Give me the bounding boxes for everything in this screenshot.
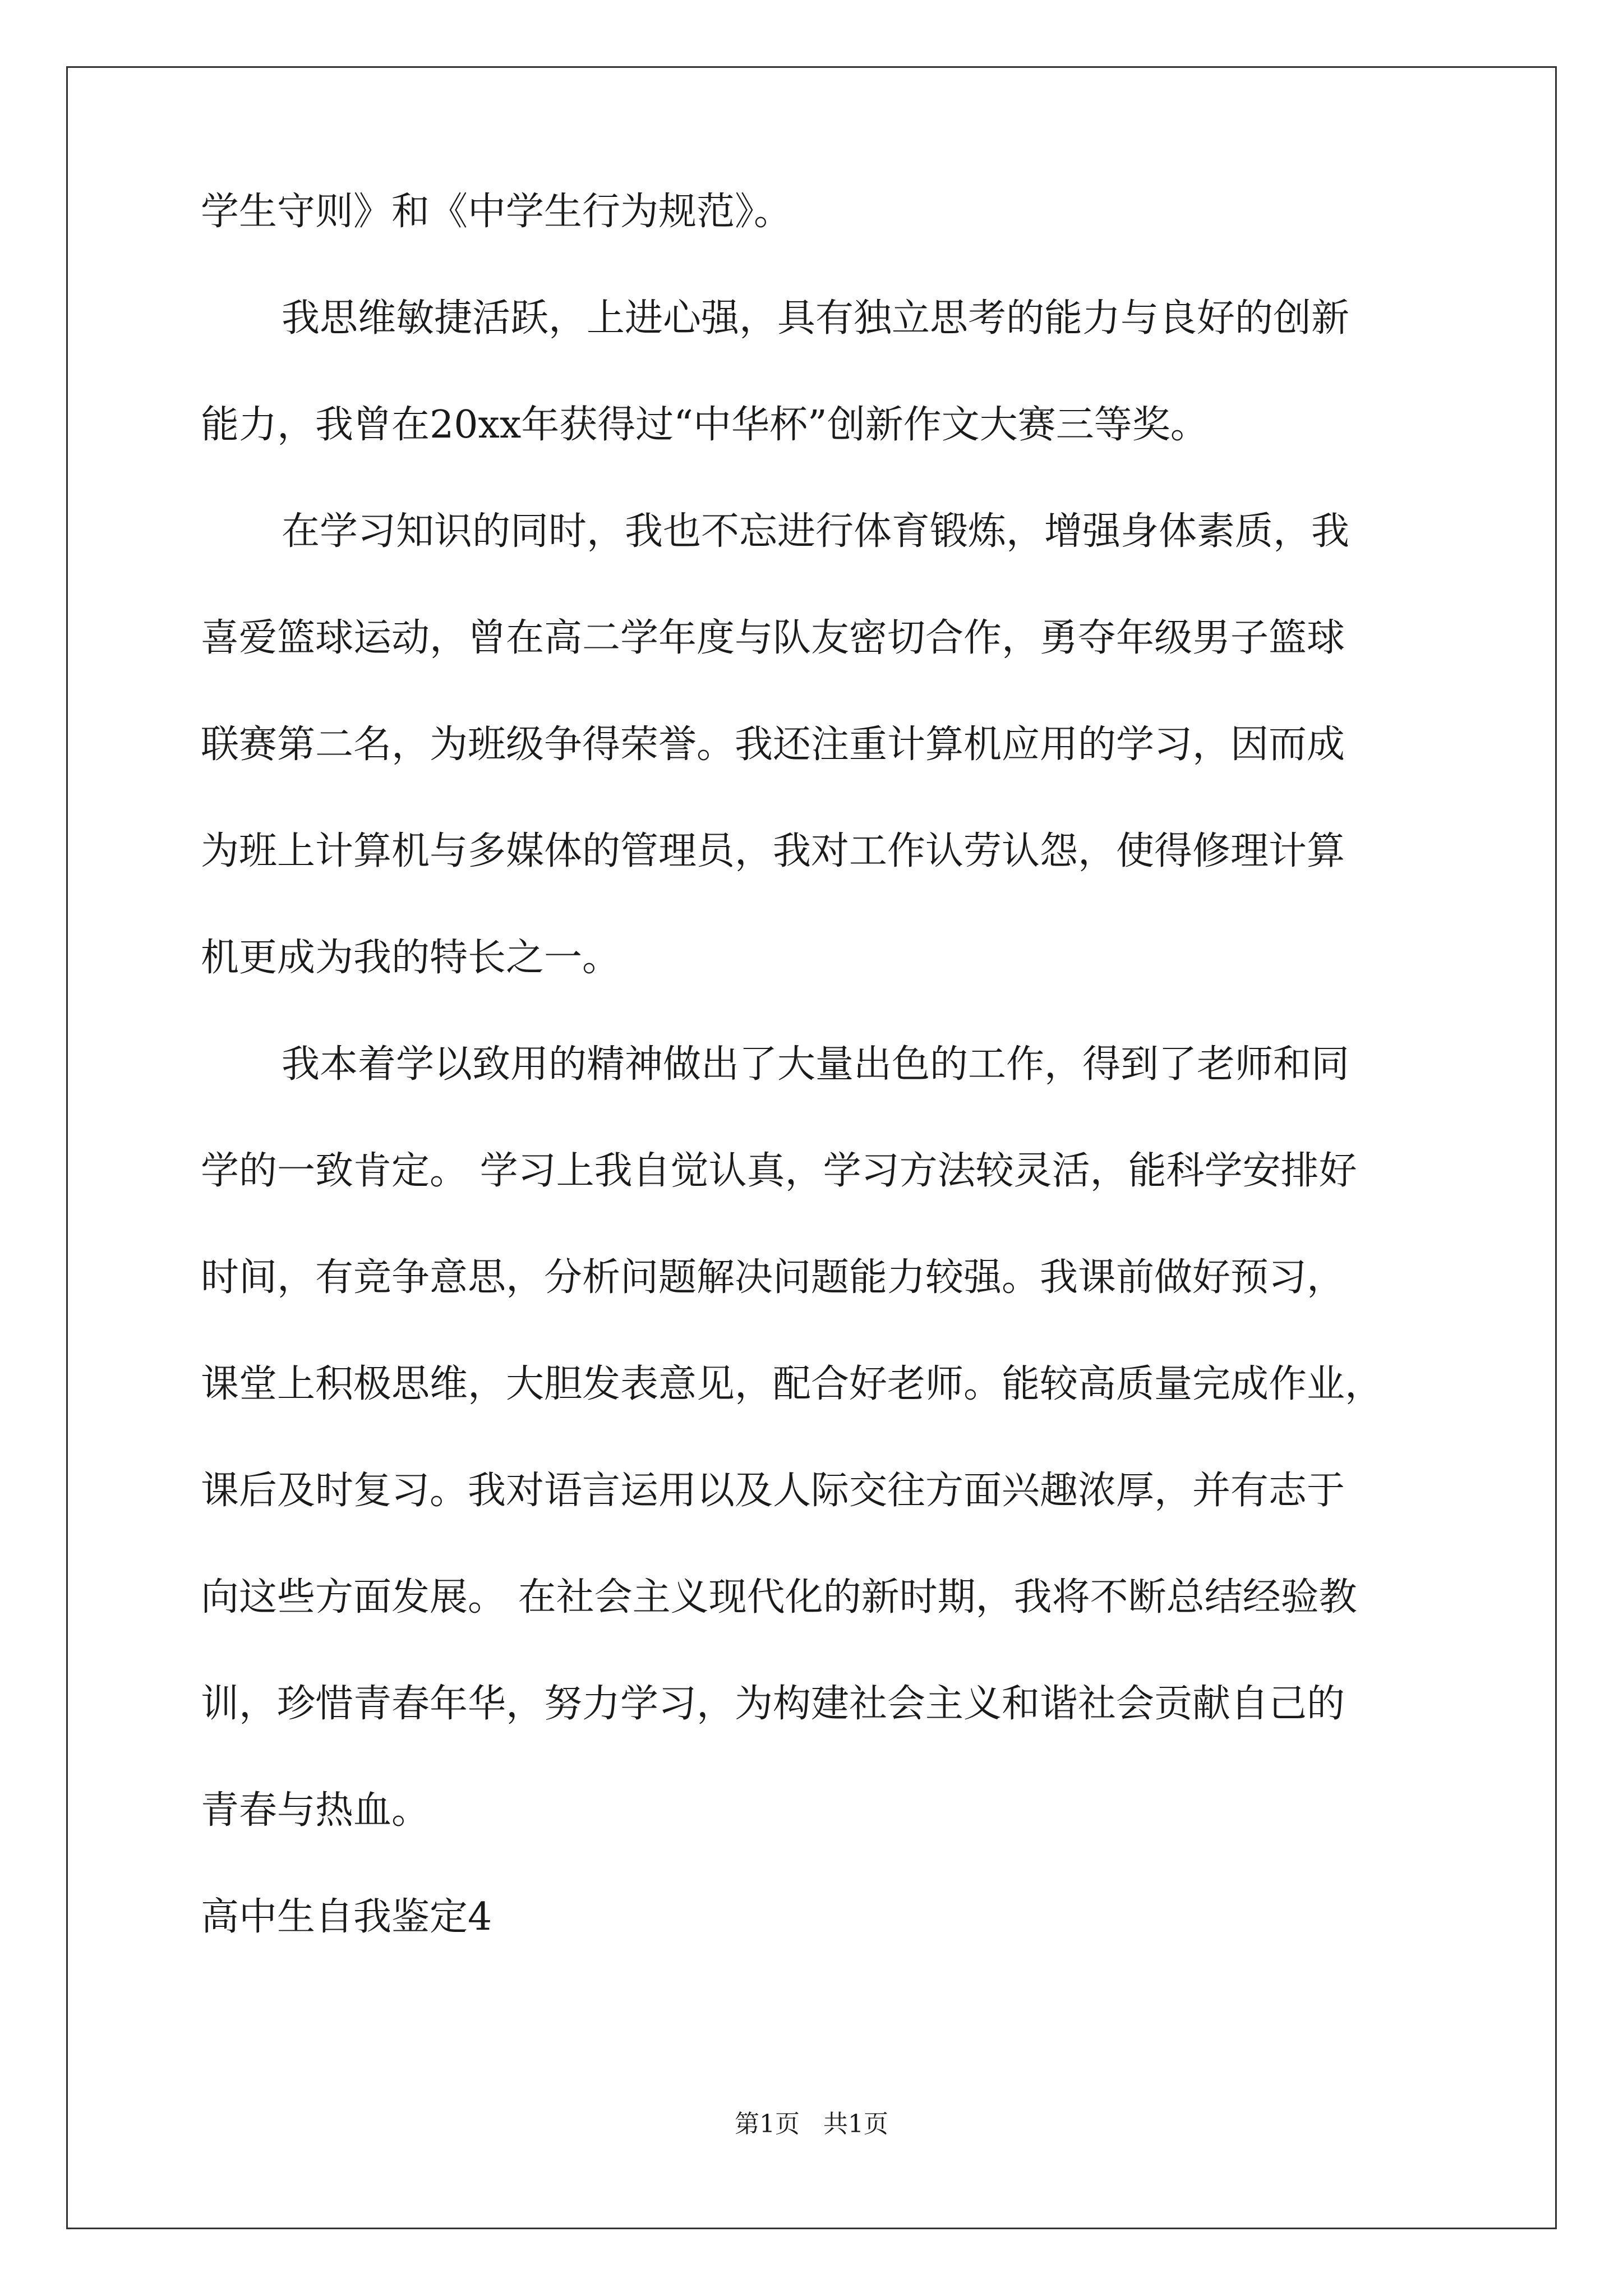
section-heading: 高中生自我鉴定4 [201,1895,492,1939]
text-line: 学生守则》和《中学生行为规范》。 [201,190,792,234]
paragraph-first-line: 在学习知识的同时，我也不忘进行体育锻炼，增强身体素质，我 [282,509,1350,554]
paragraph-first-line: 我思维敏捷活跃，上进心强，具有独立思考的能力与良好的创新 [282,296,1350,341]
paragraph-first-line: 我本着学以致用的精神做出了大量出色的工作，得到了老师和同 [282,1042,1350,1087]
text-line: 机更成为我的特长之一。 [201,936,621,980]
text-line: 能力，我曾在20xx年获得过“中华杯”创新作文大赛三等奖。 [201,403,1209,447]
text-line: 向这些方面发展。 在社会主义现代化的新时期，我将不断总结经验教 [201,1575,1357,1619]
page-footer: 第1页 共1页 [735,2110,888,2138]
text-line: 青春与热血。 [201,1788,430,1833]
text-line: 学的一致肯定。 学习上我自觉认真，学习方法较灵活，能科学安排好 [201,1149,1357,1193]
text-line: 喜爱篮球运动，曾在高二学年度与队友密切合作，勇夺年级男子篮球 [201,616,1345,660]
text-line: 时间，有竞争意思，分析问题解决问题能力较强。我课前做好预习， [201,1255,1345,1300]
text-line: 联赛第二名，为班级争得荣誉。我还注重计算机应用的学习，因而成 [201,723,1345,767]
text-line: 为班上计算机与多媒体的管理员，我对工作认劳认怨，使得修理计算 [201,829,1345,873]
text-line: 课后及时复习。我对语言运用以及人际交往方面兴趣浓厚，并有志于 [201,1469,1345,1513]
text-line: 课堂上积极思维，大胆发表意见，配合好老师。能较高质量完成作业， [201,1362,1384,1406]
text-line: 训，珍惜青春年华，努力学习，为构建社会主义和谐社会贡献自己的 [201,1682,1345,1726]
